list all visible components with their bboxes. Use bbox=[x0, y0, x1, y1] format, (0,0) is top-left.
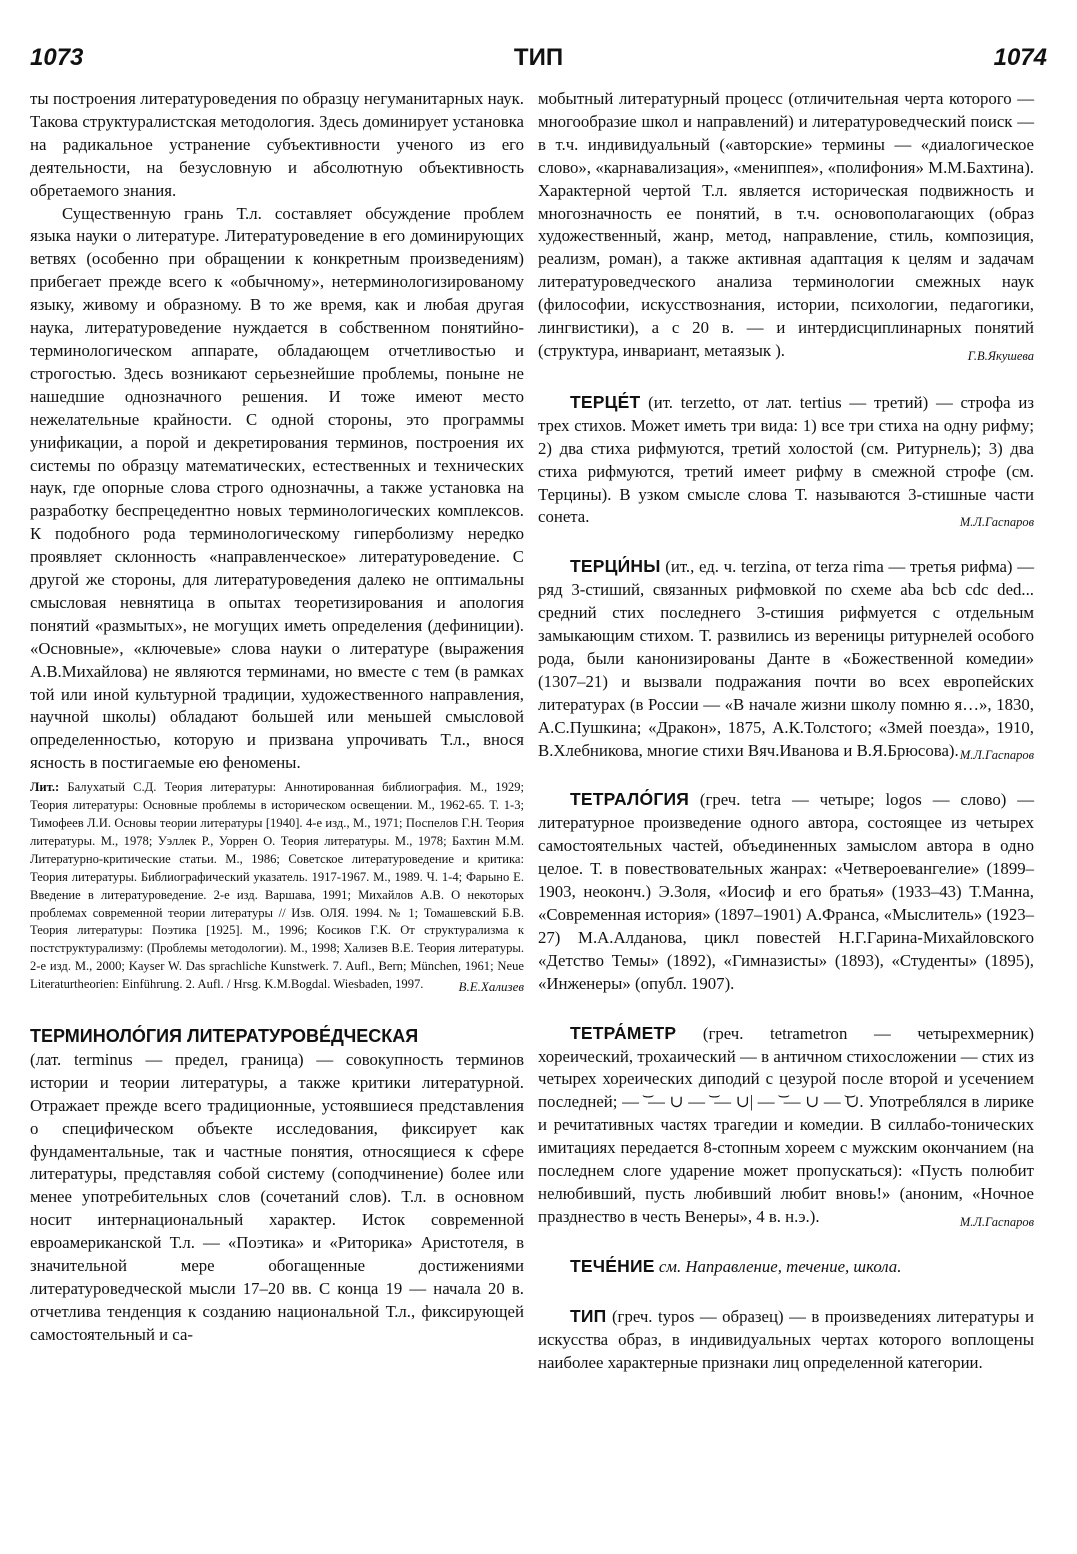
entry-text: (ит., ед. ч. terzina, от terza rima — третья рифма) — ряд 3-стиший, связанных рифмовкой по схеме aba bcb cdc ded... средний стих последнего 3-стишия рифмуется с отдельным замыкающим стихом. Т. развились из вереницы ритурнелей особого рода, были канонизированы Данте в «Божественной комедии» (1307–21) и вызвали подражания почти во всех европейских литературах (в России — «В начале жизни школу помню я…», 1830, А.С.Пушкина; «Дракон», 1875, А.К.Толстого; «Змей поезда», 1910, В.Хлебникова, многие стихи Вяч.Иванова и В.Я.Брюсова). bbox=[538, 557, 1034, 760]
entry-text: (греч. typos — образец) — в произведениях литературы и искусства образ, в индивидуальных чертах которого воплощены наиболее характерные признаки лиц определенной категории. bbox=[538, 1306, 1034, 1372]
entry-text: (греч. tetra — четыре; logos — слово) — литературное произведение одного автора, состоящее из четырех самостоятельных частей, объединенных замыслом автора в одно целое. Т. в повествовательных жанрах: «Четвероевангелие» (1899–1903, неоконч.) Э.Золя, «Иосиф и его братья» (1933–43) Т.Манна, «Современная история» (1897–1901) А.Франса, «Мыслитель» (1923–27) М.А.Алданова, цикл повестей Н.Г.Гарина-Михайловского «Детство Темы» (1892), «Гимназисты» (1893), «Студенты» (1895), «Инженеры» (опубл. 1907). bbox=[538, 790, 1034, 993]
entry-tetrametr bbox=[538, 1022, 1034, 1229]
bibliography bbox=[30, 779, 524, 994]
author-signature: В.Е.Хализев bbox=[458, 979, 524, 995]
page-number-left: 1073 bbox=[30, 44, 84, 71]
page-number-right: 1074 bbox=[993, 44, 1047, 71]
paragraph: Существенную грань Т.л. составляет обсуждение проблем языка науки о литературе. Литературоведение в его доминирующих ветвях (особенно при обращении к конкретным произведениям) прибегает прежде всего к «обычному», нетерминологизированому языку, живому и образному. В то же время, как и любая другая наука, литературоведение нуждается в собственном понятийно-терминологическом аппарате, обладающем отчетливостью и строгостью. Здесь возникают серьезнейшие проблемы, поныне не нашедшие однозначного решения. И тоже имеют место нежелательные крайности. С одной стороны, это программы унификации, а порой и декретирования терминов, построения их системы по образцу математических, естественных и технических наук, где опорные слова строго однозначны, а также установка на разработку беспрецедентно новых терминологических комплексов. К подобного рода терминологическому гиперболизму нередко проявляет склонность «направленческое» литературоведение. С другой же стороны, для литературоведения далеко не оптимальны смысловая невнятица в опытах теоретизирования и апология понятий «размытых», не могущих иметь определения (дефиниции). «Основные», «ключевые» слова науки о литературе (выражения А.В.Михайлова) не являются терминами, но вместе с тем (в рамках той или иной культурной традиции, художественного направления, научной школы) обладают большей или меньшей смысловой определенностью, которую и призвана упрочивать Т.л., внося ясность в постигаемые ею феномены. bbox=[30, 203, 524, 773]
entry-headword: ТЕРМИНОЛО́ГИЯ ЛИТЕРАТУРОВЕ́ДЧЕСКАЯ bbox=[30, 1025, 419, 1046]
right-column bbox=[538, 88, 1034, 1374]
entry-headword: ТЕРЦЕ́Т bbox=[570, 391, 641, 412]
entry-headword: ТЕТРА́МЕТР bbox=[570, 1022, 677, 1043]
bibliography-label: Лит.: bbox=[30, 780, 60, 795]
entry-tetralogiya bbox=[538, 788, 1034, 995]
entry-text: (лат. terminus — предел, граница) — совокупность терминов истории и теории литературы, а также критики литературной. Отражает прежде всего традиционные, устоявшиеся представления о специфическом объекте исследования, фиксирует как фундаментальные, так и частные понятия, относящиеся к сфере литературы, представляя собой систему (соподчинение) более или менее употребительных слов (сочетаний слов). Т.л. в основном носит интернациональный характер. Исток современной евроамериканской Т.л. — «Поэтика» и «Риторика» Аристотеля, в значительной мере обогащенные достижениями литературоведческой мысли 17–20 вв. С конца 19 — начала 20 в. отчетлива тенденция к созданию национальной Т.л., фиксирующей самостоятельный и са- bbox=[30, 1049, 524, 1344]
entry-tercina bbox=[538, 555, 1034, 762]
entry-terminologiya bbox=[30, 1025, 524, 1347]
entry-headword: ТЕРЦИ́НЫ bbox=[570, 556, 661, 577]
entry-text: (ит. terzetto, от лат. tertius — третий) — строфа из трех стихов. Может иметь три вида: 1) все три стиха на одну рифму; 2) два стиха рифмуются, третий холостой (см. Ритурнель); 3) два стиха рифмуются, третий имеет рифму в смежной строфе (см. Терцины). В узком смысле слова Т. называются 3-стишные части сонета. bbox=[538, 392, 1034, 527]
running-title: ТИП bbox=[513, 44, 564, 71]
entry-tip bbox=[538, 1305, 1034, 1375]
paragraph: мобытный литературный процесс (отличительная черта которого — многообразие школ и направлений) и литературоведческий поиск — в т.ч. индивидуальный («авторские» термины — «диалогическое слово», «карнавализация», «мениппея», «полифония» М.М.Бахтина). Характерной чертой Т.л. является историческая подвижность и многозначность ее понятий, в т.ч. основополагающих (образ художественный, жанр, метод, направление, стиль, композиция, реализм, роман), а также активная адаптация к целям и задачам литературоведческого анализа терминологии смежных наук (философии, искусствознания, истории, психологии, педагогики, лингвистики), а с 20 в. — и интердисциплинарных понятий (структура, инвариант, метаязык ). bbox=[538, 89, 1034, 360]
entry-text: (греч. tetrametron — четырехмерник) хореический, трохаический — в античном стихосложении — стих из четырех хореических диподий с цезурой после второй и усечением последней; — ͝ — ∪ — ͝ — ∪| — ͝ — ∪ — ͝∪. Употреблялся в лирике и речитативных частях трагедии и комедии. В силлабо-тонических имитациях передается 8-стопным хореем с мужским окончанием (на последнем слоге ударение может пропускаться): «Пусть полюбит нелюбивший, пусть любивший любит вновь!» (аноним, «Ночное празднество в честь Венеры», 4 в. н.э.). bbox=[538, 1023, 1034, 1226]
paragraph: ты построения литературоведения по образцу негуманитарных наук. Такова структуралистская методология. Здесь доминирует установка на радикальное устранение субъективности ученого из его деятельности, на безусловную и абсолютную объективность обретаемого знания. bbox=[30, 89, 524, 200]
entry-techenie bbox=[538, 1255, 1034, 1279]
bibliography-text: Балухатый С.Д. Теория литературы: Аннотированная библиография. М., 1929; Теория литературы: Основные проблемы в историческом освещении. М., 1962-65. Т. 1-3; Тимофеев Л.И. Основы теории литературы [1940]. 4-е изд., М., 1971; Поспелов Г.Н. Теория литературы. М., 1978; Уэллек Р., Уоррен О. Теория литературы. М., 1978; Бахтин М.М. Литературно-критические статьи. М., 1986; Советское литературоведение и критика: Теория литературы. Библиографический указатель. 1917-1967. М., 1989. Ч. 1-4; Фарыно Е. Введение в литературоведение. 2-е изд. Варшава, 1991; Михайлов А.В. О некоторых проблемах современной теории литературы // Изв. ОЛЯ. 1994. № 1; Томашевский Б.В. Теория литературы: Поэтика [1925]. М., 1996; Косиков Г.К. От структурализма к постструктурализму: (Проблемы методологии). М., 1998; Хализев В.Е. Теория литературы. 2-е изд. М., 2000; Kayser W. Das sprachliche Kunstwerk. 7. Aufl., Bern; München, 1961; Neue Literaturtheorien: Einführung. 2. Aufl. / Hrsg. K.M.Bogdal. Wiesbaden, 1997. bbox=[30, 780, 524, 992]
page-header bbox=[30, 44, 1047, 84]
entry-headword: ТЕЧЕ́НИЕ bbox=[570, 1255, 655, 1276]
entry-headword: ТИП bbox=[570, 1305, 607, 1326]
author-signature: Г.В.Якушева bbox=[967, 348, 1034, 363]
entry-headword: ТЕТРАЛО́ГИЯ bbox=[570, 789, 690, 810]
left-column bbox=[30, 88, 524, 1347]
author-signature: М.Л.Гаспаров bbox=[959, 1214, 1034, 1229]
author-signature: М.Л.Гаспаров bbox=[959, 515, 1034, 530]
entry-text: см. Направление, течение, школа. bbox=[658, 1256, 902, 1276]
author-signature: М.Л.Гаспаров bbox=[959, 748, 1034, 763]
entry-tercet bbox=[538, 391, 1034, 529]
